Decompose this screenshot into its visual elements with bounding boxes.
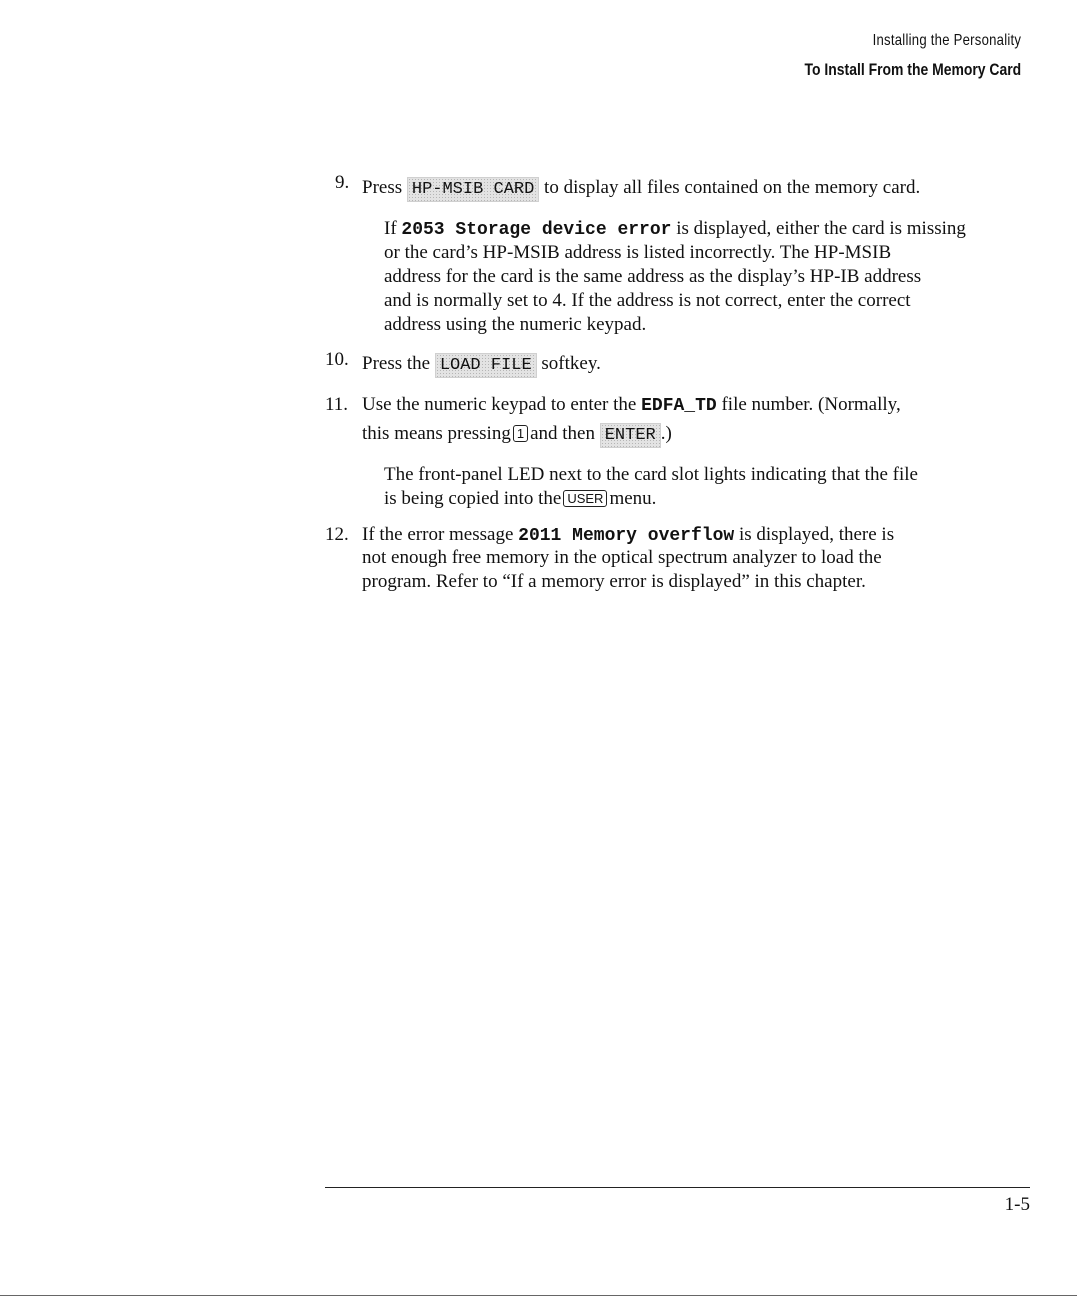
step-12-line-3: program. Refer to “If a memory error is displayed” in this chapter. (362, 571, 866, 592)
step-9-note-line-2: or the card’s HP-MSIB address is listed incorrectly. The HP-MSIB (384, 242, 892, 263)
step-text: softkey. (541, 353, 601, 374)
page-bottom-edge (0, 1295, 1077, 1296)
step-number: 10. (325, 349, 349, 370)
step-text: file number. (Normally, (721, 394, 901, 415)
error-message: 2053 Storage device error (401, 220, 672, 240)
enter-softkey[interactable]: ENTER (600, 423, 661, 448)
note-text: is displayed, either the card is missing (676, 218, 966, 239)
step-number: 12. (325, 524, 349, 545)
note-text: If (384, 218, 397, 239)
file-name: EDFA_TD (641, 396, 717, 416)
step-text: Press (362, 177, 403, 198)
footer-rule (325, 1187, 1030, 1188)
step-12-line-1 (362, 523, 894, 548)
hp-msib-card-softkey[interactable]: HP-MSIB CARD (407, 177, 539, 202)
step-9-note-line-5: address using the numeric keypad. (384, 314, 647, 335)
note-text: is being copied into the (384, 488, 562, 509)
step-9-note-line-1 (384, 217, 966, 242)
step-number: 11. (325, 394, 349, 415)
page-number: 1-5 (1004, 1194, 1030, 1215)
step-text: Use the numeric keypad to enter the (362, 394, 637, 415)
step-text: If the error message (362, 524, 514, 545)
step-number: 9. (335, 172, 350, 193)
step-11-line-1 (362, 393, 901, 418)
running-header-section: To Install From the Memory Card (804, 60, 1021, 79)
step-11-line-2 (362, 422, 672, 448)
error-message: 2011 Memory overflow (518, 526, 735, 546)
note-text: menu. (609, 488, 657, 509)
step-text: is displayed, there is (738, 524, 895, 545)
load-file-softkey[interactable]: LOAD FILE (435, 353, 537, 378)
step-11-note-line-1: The front-panel LED next to the card slot lights indicating that the file (384, 464, 918, 485)
step-10-text (362, 352, 601, 378)
running-header-chapter: Installing the Personality (872, 32, 1021, 49)
step-text: this means pressing (362, 423, 511, 444)
step-9-text (362, 176, 920, 202)
step-text: Press the (362, 353, 431, 374)
step-text: and then (530, 423, 595, 444)
key-1-hardkey[interactable]: 1 (513, 425, 528, 442)
step-text: .) (660, 423, 672, 444)
step-9-note-line-4: and is normally set to 4. If the address is not correct, enter the correct (384, 290, 911, 311)
user-hardkey[interactable]: USER (563, 490, 607, 507)
step-12-line-2: not enough free memory in the optical spectrum analyzer to load the (362, 547, 882, 568)
step-9-note-line-3: address for the card is the same address as the display’s HP-IB address (384, 266, 922, 287)
step-11-note-line-2 (384, 487, 656, 511)
step-text: to display all files contained on the memory card. (544, 177, 921, 198)
